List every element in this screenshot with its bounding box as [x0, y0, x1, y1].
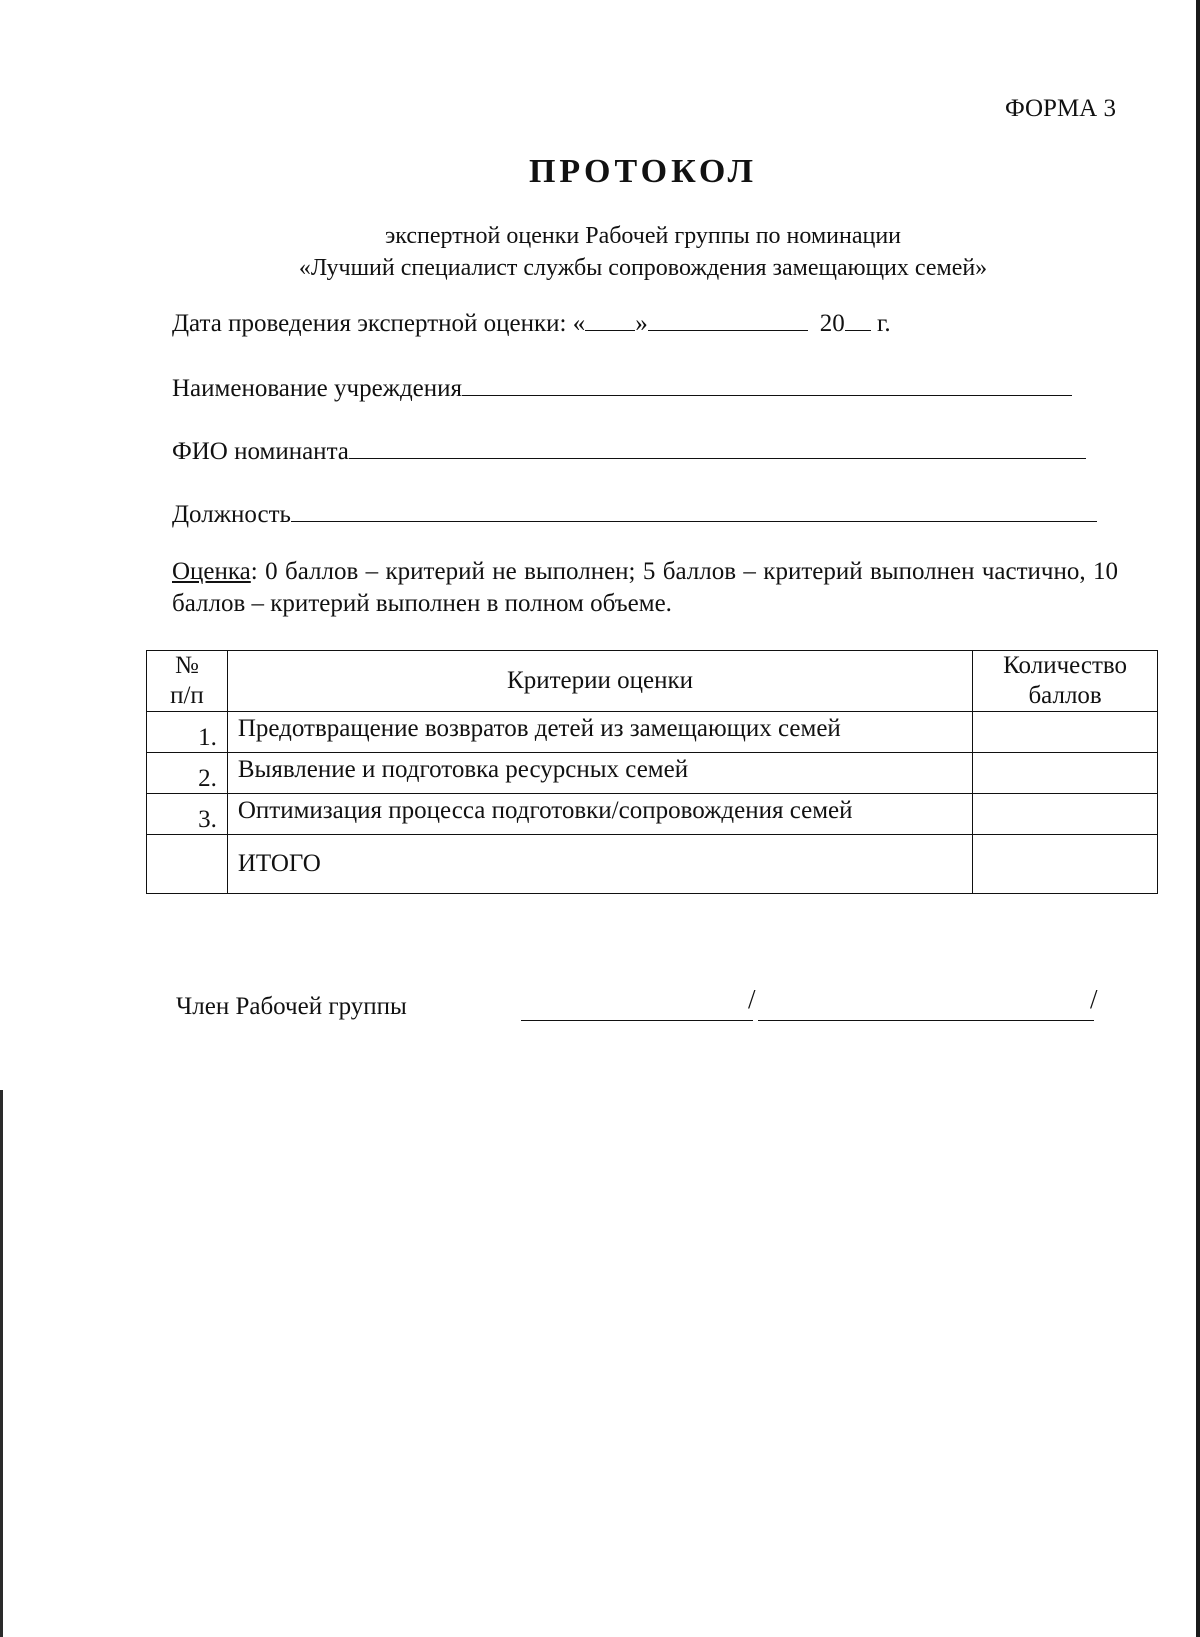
scan-edge-left — [0, 1090, 3, 1637]
nominee-label: ФИО номинанта — [172, 438, 349, 465]
header-score — [973, 651, 1158, 712]
nominee-field — [172, 436, 1086, 466]
subtitle-line-1: экспертной оценки Рабочей группы по номинации — [385, 223, 901, 249]
date-field — [172, 308, 891, 338]
header-number-abbr: п/п — [170, 682, 204, 709]
nominee-blank[interactable] — [349, 436, 1086, 459]
date-year-prefix: 20 — [819, 310, 845, 337]
row-score-cell[interactable] — [973, 794, 1158, 835]
position-field — [172, 499, 1097, 529]
form-number: ФОРМА 3 — [1004, 95, 1116, 122]
total-score-cell[interactable] — [973, 835, 1158, 894]
header-number — [147, 651, 228, 712]
signature-blank[interactable] — [521, 990, 753, 1021]
row-number: 1. — [147, 712, 228, 753]
table-header-row — [147, 651, 1158, 712]
position-label: Должность — [172, 501, 291, 528]
header-score-line-2: баллов — [1028, 682, 1102, 709]
date-year-blank[interactable] — [845, 308, 871, 331]
signature-slash-1: / — [748, 984, 756, 1014]
signature-name-blank[interactable] — [758, 990, 1094, 1021]
assessment-text: : 0 баллов – критерий не выполнен; 5 баллов – критерий выполнен частично, 10 баллов – критерий выполнен в полном объеме. — [172, 558, 1118, 617]
criteria-table — [146, 650, 1158, 894]
row-criterion: Оптимизация процесса подготовки/сопровождения семей — [227, 794, 972, 835]
row-criterion: Выявление и подготовка ресурсных семей — [227, 753, 972, 794]
header-criteria: Критерии оценки — [227, 651, 972, 712]
total-row — [147, 835, 1158, 894]
position-blank[interactable] — [291, 499, 1097, 522]
date-year-suffix: г. — [870, 310, 891, 337]
table-row — [147, 753, 1158, 794]
signature-label: Член Рабочей группы — [176, 993, 407, 1020]
document-title: ПРОТОКОЛ — [528, 153, 758, 190]
date-quote-close: » — [635, 310, 648, 337]
subtitle-line-2: «Лучший специалист службы сопровождения замещающих семей» — [298, 255, 988, 281]
institution-label: Наименование учреждения — [172, 375, 463, 402]
row-number: 2. — [147, 753, 228, 794]
assessment-label: Оценка — [172, 558, 251, 585]
assessment-scale — [172, 556, 1118, 620]
document-subtitle — [0, 220, 1200, 284]
scan-edge-right — [1196, 0, 1200, 1637]
date-label: Дата проведения экспертной оценки: « — [172, 310, 586, 337]
row-criterion: Предотвращение возвратов детей из замещающих семей — [227, 712, 972, 753]
total-number-cell — [147, 835, 228, 894]
signature-slash-2: / — [1090, 984, 1098, 1014]
institution-field — [172, 373, 1072, 403]
header-score-line-1: Количество — [1003, 652, 1128, 679]
table-row — [147, 712, 1158, 753]
header-number-symbol: № — [174, 652, 199, 679]
institution-blank[interactable] — [462, 373, 1072, 396]
row-score-cell[interactable] — [973, 753, 1158, 794]
row-number: 3. — [147, 794, 228, 835]
table-row — [147, 794, 1158, 835]
date-month-blank[interactable] — [648, 308, 808, 331]
date-day-blank[interactable] — [585, 308, 635, 331]
total-label: ИТОГО — [227, 835, 972, 894]
row-score-cell[interactable] — [973, 712, 1158, 753]
